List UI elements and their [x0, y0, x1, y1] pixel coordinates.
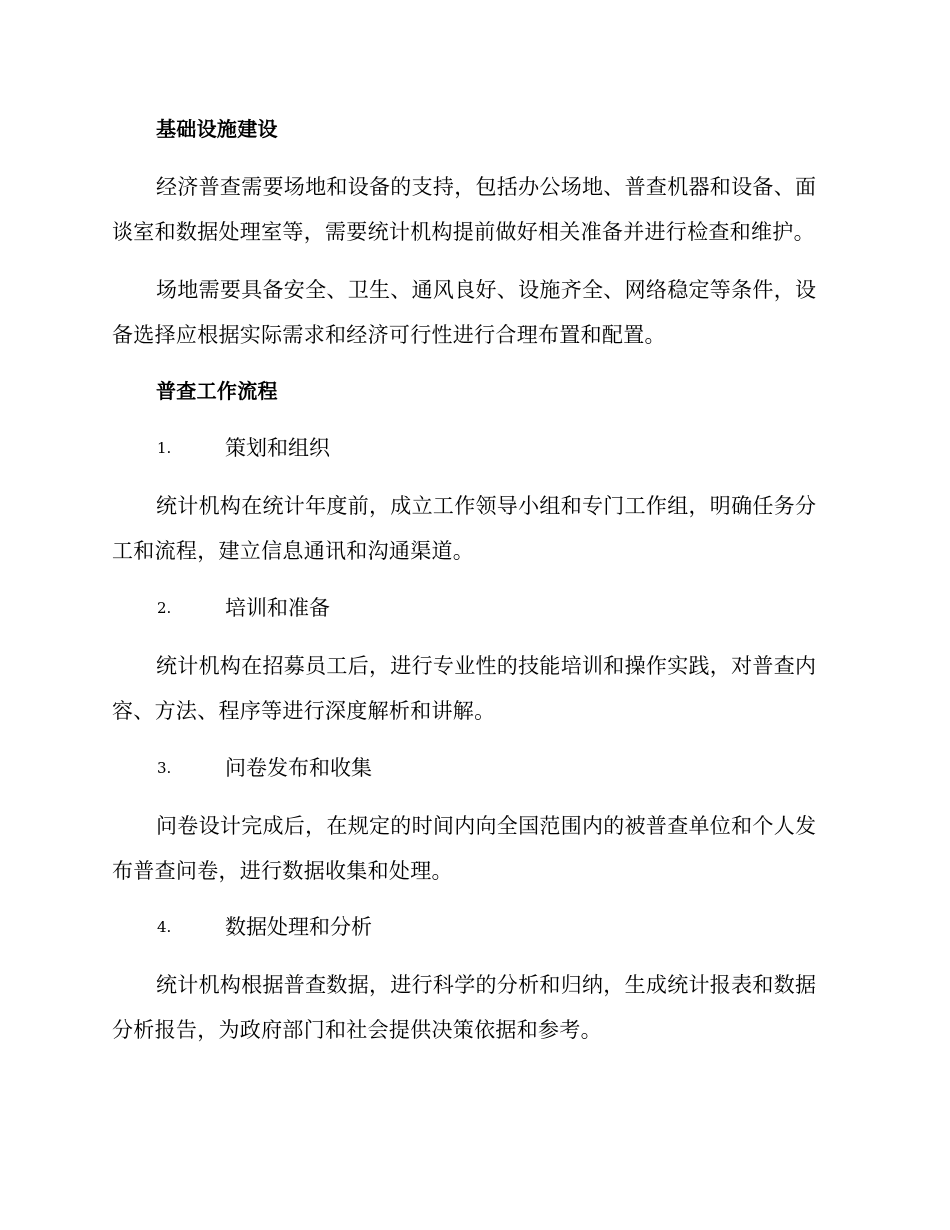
list-item-title: 问卷发布和收集 [225, 756, 372, 780]
paragraph-line: 容、方法、程序等进行深度解析和讲解。 [112, 699, 496, 723]
list-item-title: 策划和组织 [225, 436, 330, 460]
list-item-number: 3. [157, 759, 172, 777]
paragraph-line: 统计机构在统计年度前，成立工作领导小组和专门工作组，明确任务分 [156, 494, 817, 518]
paragraph-line: 统计机构根据普查数据，进行科学的分析和归纳，生成统计报表和数据 [156, 973, 817, 997]
paragraph-line: 场地需要具备安全、卫生、通风良好、设施齐全、网络稳定等条件，设 [156, 278, 817, 302]
paragraph-line: 经济普查需要场地和设备的支持，包括办公场地、普查机器和设备、面 [156, 175, 817, 199]
list-item-number: 2. [157, 599, 172, 617]
list-item-number: 4. [157, 918, 172, 936]
paragraph-line: 分析报告，为政府部门和社会提供决策依据和参考。 [112, 1018, 602, 1042]
paragraph-line: 工和流程，建立信息通讯和沟通渠道。 [112, 539, 475, 563]
section-heading-infrastructure: 基础设施建设 [156, 117, 278, 141]
paragraph-line: 统计机构在招募员工后，进行专业性的技能培训和操作实践，对普查内 [156, 654, 817, 678]
paragraph-line: 布普查问卷，进行数据收集和处理。 [112, 859, 453, 883]
list-item-number: 1. [157, 439, 172, 457]
section-heading-workflow: 普查工作流程 [156, 379, 278, 403]
paragraph-line: 备选择应根据实际需求和经济可行性进行合理布置和配置。 [112, 323, 666, 347]
paragraph-line: 谈室和数据处理室等，需要统计机构提前做好相关准备并进行检查和维护。 [112, 220, 815, 244]
list-item-title: 培训和准备 [225, 596, 330, 620]
paragraph-line: 问卷设计完成后，在规定的时间内向全国范围内的被普查单位和个人发 [156, 814, 817, 838]
list-item-title: 数据处理和分析 [225, 915, 372, 939]
